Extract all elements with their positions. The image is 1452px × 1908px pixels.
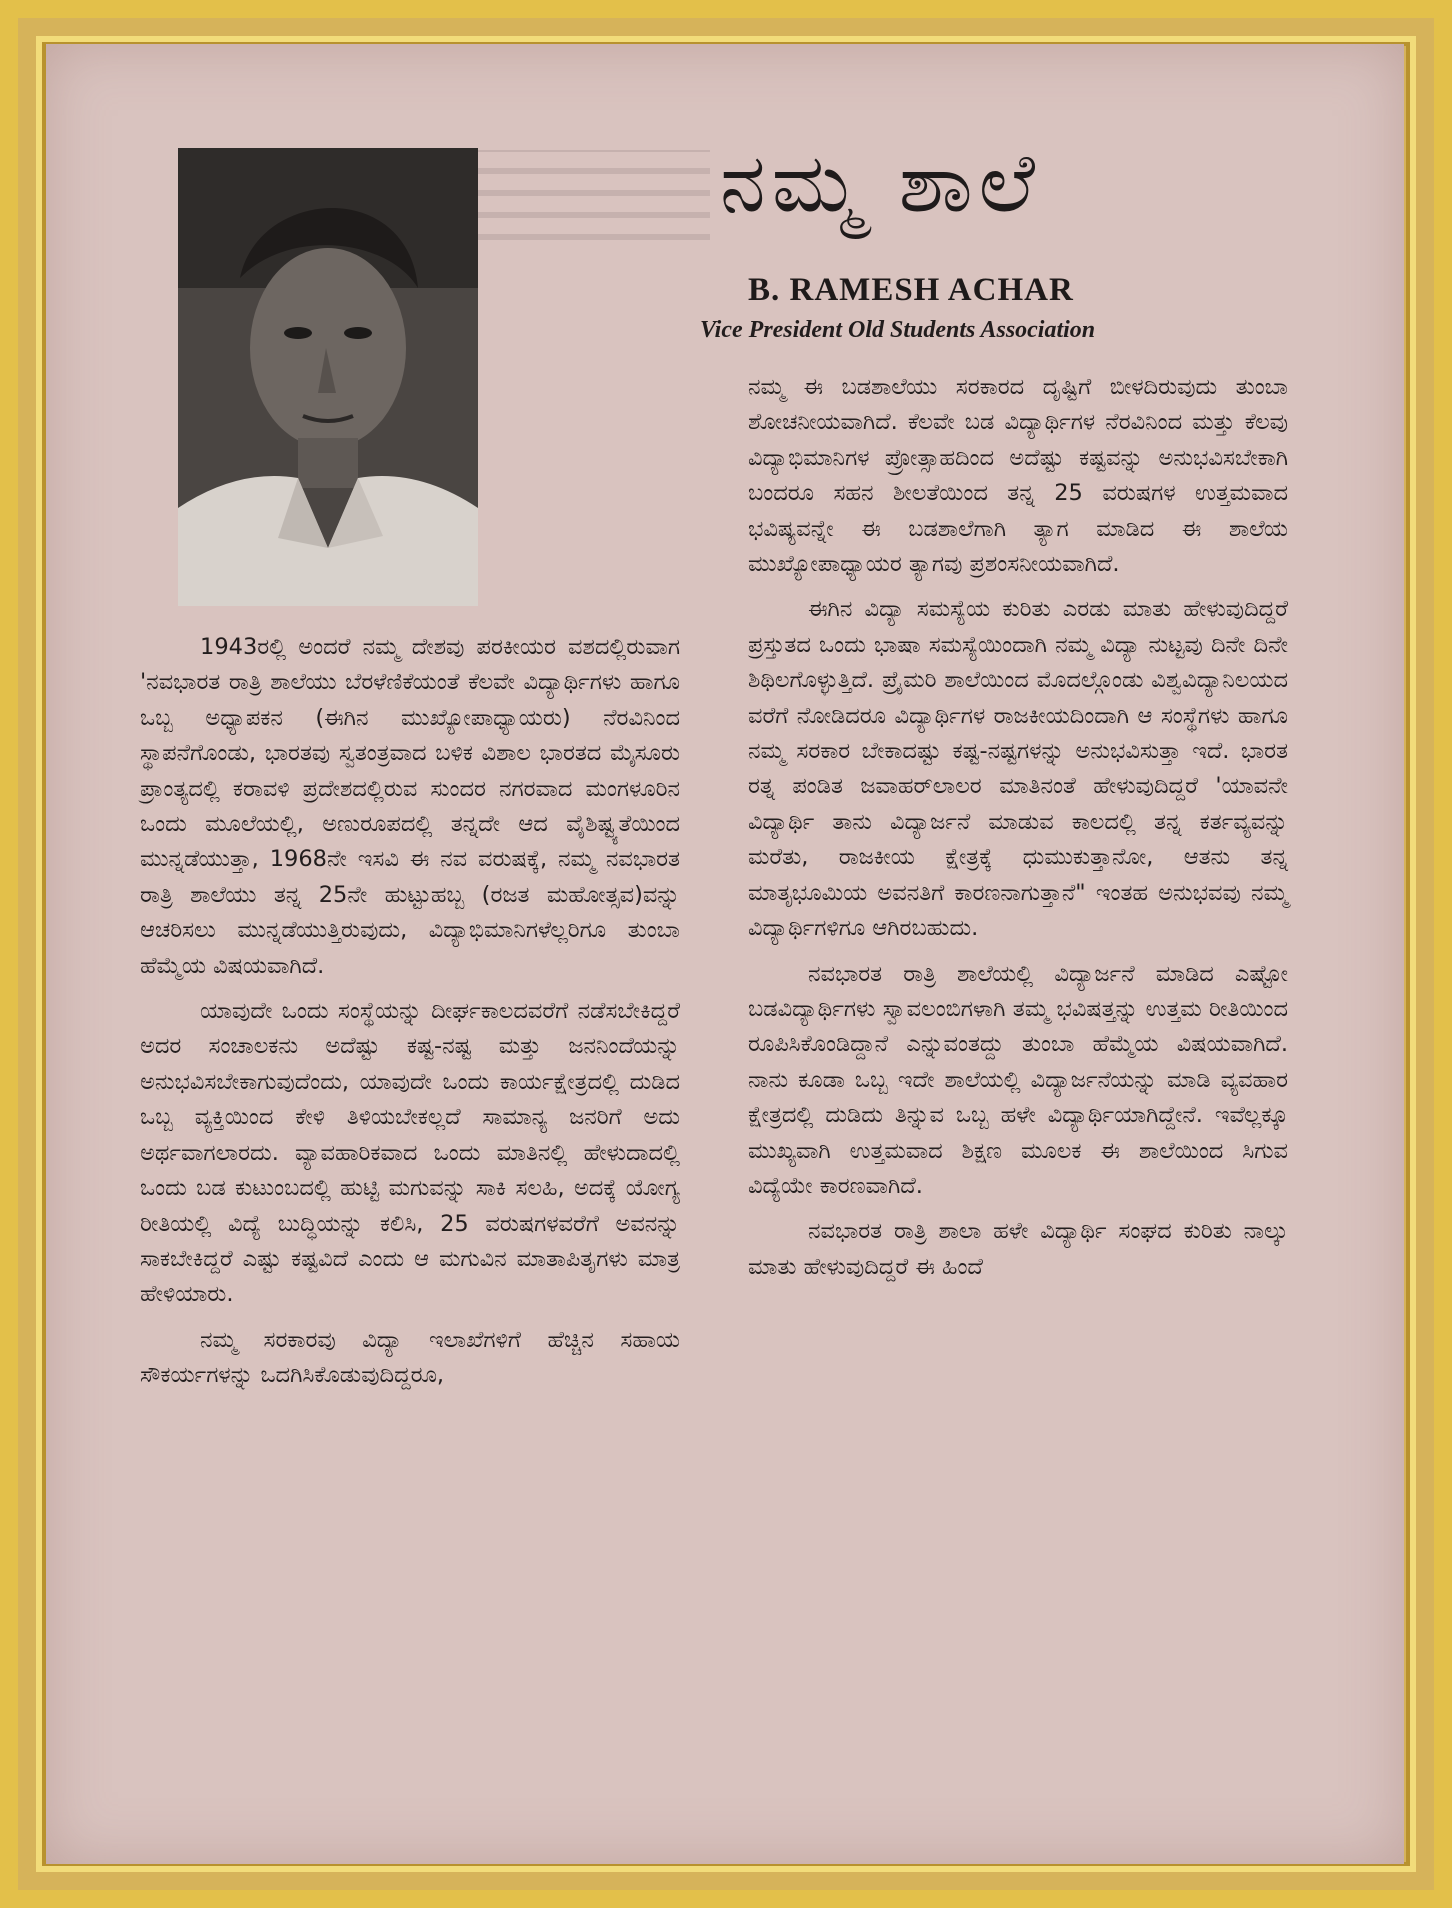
right-paragraph-3: ನವಭಾರತ ರಾತ್ರಿ ಶಾಲೆಯಲ್ಲಿ ವಿದ್ಯಾರ್ಜನೆ ಮಾಡಿದ ಎಷ್ಟೋ ಬಡವಿದ್ಯಾರ್ಥಿಗಳು ಸ್ವಾವಲಂಬಿಗಳಾಗಿ ತಮ್ಮ ಭವಿಷತ್ತನ್ನು ಉತ್ತಮ ರೀತಿಯಿಂದ ರೂಪಿಸಿಕೊಂಡಿದ್ದಾನೆ ಎನ್ನುವಂತದ್ದು ತುಂಬಾ ಹೆಮ್ಮೆಯ ವಿಷಯವಾಗಿದೆ. ನಾನು ಕೂಡಾ ಒಬ್ಬ ಇದೇ ಶಾಲೆಯಲ್ಲಿ ವಿದ್ಯಾರ್ಜನೆಯನ್ನು ಮಾಡಿ ವ್ಯವಹಾರ ಕ್ಷೇತ್ರದಲ್ಲಿ ದುಡಿದು ತಿನ್ನುವ ಒಬ್ಬ ಹಳೇ ವಿದ್ಯಾರ್ಥಿಯಾಗಿದ್ದೇನೆ. ಇವೆಲ್ಲಕ್ಕೂ ಮುಖ್ಯವಾಗಿ ಉತ್ತಮವಾದ ಶಿಕ್ಷಣ ಮೂಲಕ ಈ ಶಾಲೆಯಿಂದ ಸಿಗುವ ವಿದ್ಯೆಯೇ ಕಾರಣವಾಗಿದೆ.	[748, 960, 1288, 1199]
left-text-column	[140, 630, 680, 1404]
bleed-through-text	[470, 150, 710, 240]
left-paragraph-1: 1943ರಲ್ಲಿ ಅಂದರೆ ನಮ್ಮ ದೇಶವು ಪರಕೀಯರ ವಶದಲ್ಲಿರುವಾಗ 'ನವಭಾರತ ರಾತ್ರಿ ಶಾಲೆಯು ಬೆರಳೆಣಿಕೆಯಂತೆ ಕೆಲವೇ ವಿದ್ಯಾರ್ಥಿಗಳು ಹಾಗೂ ಒಬ್ಬ ಅಧ್ಯಾಪಕನ (ಈಗಿನ ಮುಖ್ಯೋಪಾಧ್ಯಾಯರು) ನೆರವಿನಿಂದ ಸ್ಥಾಪನೆಗೊಂಡು, ಭಾರತವು ಸ್ವತಂತ್ರವಾದ ಬಳಿಕ ವಿಶಾಲ ಭಾರತದ ಮೈಸೂರು ಪ್ರಾಂತ್ಯದಲ್ಲಿ ಕರಾವಳಿ ಪ್ರದೇಶದಲ್ಲಿರುವ ಸುಂದರ ನಗರವಾದ ಮಂಗಳೂರಿನ ಒಂದು ಮೂಲೆಯಲ್ಲಿ, ಅಣುರೂಪದಲ್ಲಿ ತನ್ನದೇ ಆದ ವೈಶಿಷ್ಟ್ಯತೆಯಿಂದ ಮುನ್ನಡೆಯುತ್ತಾ, 1968ನೇ ಇಸವಿ ಈ ನವ ವರುಷಕ್ಕೆ, ನಮ್ಮ ನವಭಾರತ ರಾತ್ರಿ ಶಾಲೆಯು ತನ್ನ 25ನೇ ಹುಟ್ಟುಹಬ್ಬ (ರಜತ ಮಹೋತ್ಸವ)ವನ್ನು ಆಚರಿಸಲು ಮುನ್ನಡೆಯುತ್ತಿರುವುದು, ವಿದ್ಯಾಭಿಮಾನಿಗಳೆಲ್ಲರಿಗೂ ತುಂಬಾ ಹೆಮ್ಮೆಯ ವಿಷಯವಾಗಿದೆ.	[140, 634, 680, 979]
right-paragraph-1: ನಮ್ಮ ಈ ಬಡಶಾಲೆಯು ಸರಕಾರದ ದೃಷ್ಟಿಗೆ ಬೀಳದಿರುವುದು ತುಂಬಾ ಶೋಚನೀಯವಾಗಿದೆ. ಕೆಲವೇ ಬಡ ವಿದ್ಯಾರ್ಥಿಗಳ ನೆರವಿನಿಂದ ಮತ್ತು ಕೆಲವು ವಿದ್ಯಾಭಿಮಾನಿಗಳ ಪ್ರೋತ್ಸಾಹದಿಂದ ಅದೆಷ್ಟು ಕಷ್ಟವನ್ನು ಅನುಭವಿಸಬೇಕಾಗಿ ಬಂದರೂ ಸಹನ ಶೀಲತೆಯಿಂದ ತನ್ನ 25 ವರುಷಗಳ ಉತ್ತಮವಾದ ಭವಿಷ್ಯವನ್ನೇ ಈ ಬಡಶಾಲೆಗಾಗಿ ತ್ಯಾಗ ಮಾಡಿದ ಈ ಶಾಲೆಯ ಮುಖ್ಯೋಪಾಧ್ಯಾಯರ ತ್ಯಾಗವು ಪ್ರಶಂಸನೀಯವಾಗಿದೆ.	[748, 374, 1288, 578]
right-paragraph-2: ಈಗಿನ ವಿದ್ಯಾ ಸಮಸ್ಯೆಯ ಕುರಿತು ಎರಡು ಮಾತು ಹೇಳುವುದಿದ್ದರೆ ಪ್ರಸ್ತುತದ ಒಂದು ಭಾಷಾ ಸಮಸ್ಯೆಯಿಂದಾಗಿ ನಮ್ಮ ವಿದ್ಯಾ ನುಟ್ಟವು ದಿನೇ ದಿನೇ ಶಿಥಿಲಗೊಳ್ಳುತ್ತಿದೆ. ಪ್ರೈಮರಿ ಶಾಲೆಯಿಂದ ಮೊದಲ್ಗೊಂಡು ವಿಶ್ವವಿದ್ಯಾನಿಲಯದ ವರೆಗೆ ನೋಡಿದರೂ ವಿದ್ಯಾರ್ಥಿಗಳ ರಾಜಕೀಯದಿಂದಾಗಿ ಆ ಸಂಸ್ಥೆಗಳು ಹಾಗೂ ನಮ್ಮ ಸರಕಾರ ಬೇಕಾದಷ್ಟು ಕಷ್ಟ-ನಷ್ಟಗಳನ್ನು ಅನುಭವಿಸುತ್ತಾ ಇದೆ. ಭಾರತ ರತ್ನ ಪಂಡಿತ ಜವಾಹರ್‌ಲಾಲರ ಮಾತಿನಂತೆ ಹೇಳುವುದಿದ್ದರೆ 'ಯಾವನೇ ವಿದ್ಯಾರ್ಥಿ ತಾನು ವಿದ್ಯಾರ್ಜನೆ ಮಾಡುವ ಕಾಲದಲ್ಲಿ ತನ್ನ ಕರ್ತವ್ಯವನ್ನು ಮರೆತು, ರಾಜಕೀಯ ಕ್ಷೇತ್ರಕ್ಕೆ ಧುಮುಕುತ್ತಾನೋ, ಆತನು ತನ್ನ ಮಾತೃಭೂಮಿಯ ಅವನತಿಗೆ ಕಾರಣನಾಗುತ್ತಾನೆ" ಇಂತಹ ಅನುಭವವು ನಮ್ಮ ವಿದ್ಯಾರ್ಥಿಗಳಿಗೂ ಆಗಿರಬಹುದು.	[748, 596, 1288, 942]
author-role: Vice President Old Students Association	[700, 317, 1096, 343]
left-paragraph-2: ಯಾವುದೇ ಒಂದು ಸಂಸ್ಥೆಯನ್ನು ದೀರ್ಘಕಾಲದವರೆಗೆ ನಡೆಸಬೇಕಿದ್ದರೆ ಅದರ ಸಂಚಾಲಕನು ಅದೆಷ್ಟು ಕಷ್ಟ-ನಷ್ಟ ಮತ್ತು ಜನನಿಂದೆಯನ್ನು ಅನುಭವಿಸಬೇಕಾಗುವುದೆಂದು, ಯಾವುದೇ ಒಂದು ಕಾರ್ಯಕ್ಷೇತ್ರದಲ್ಲಿ ದುಡಿದ ಒಬ್ಬ ವ್ಯಕ್ತಿಯಿಂದ ಕೇಳಿ ತಿಳಿಯಬೇಕಲ್ಲದೆ ಸಾಮಾನ್ಯ ಜನರಿಗೆ ಅದು ಅರ್ಥವಾಗಲಾರದು. ವ್ಯಾವಹಾರಿಕವಾದ ಒಂದು ಮಾತಿನಲ್ಲಿ ಹೇಳುದಾದಲ್ಲಿ ಒಂದು ಬಡ ಕುಟುಂಬದಲ್ಲಿ ಹುಟ್ಟಿ ಮಗುವನ್ನು ಸಾಕಿ ಸಲಹಿ, ಅದಕ್ಕೆ ಯೋಗ್ಯ ರೀತಿಯಲ್ಲಿ ವಿದ್ಯೆ ಬುದ್ಧಿಯನ್ನು ಕಲಿಸಿ, 25 ವರುಷಗಳವರೆಗೆ ಅವನನ್ನು ಸಾಕಬೇಕಿದ್ದರೆ ಎಷ್ಟು ಕಷ್ಟವಿದೆ ಎಂದು ಆ ಮಗುವಿನ ಮಾತಾಪಿತೃಗಳು ಮಾತ್ರ ಹೇಳಿಯಾರು.	[140, 998, 680, 1308]
left-paragraph-3: ನಮ್ಮ ಸರಕಾರವು ವಿದ್ಯಾ ಇಲಾಖೆಗಳಿಗೆ ಹೆಚ್ಚಿನ ಸಹಾಯ ಸೌಕರ್ಯಗಳನ್ನು ಒದಗಿಸಿಕೊಡುವುದಿದ್ದರೂ,	[140, 1326, 680, 1389]
article-title: ನಮ್ಮ ಶಾಲೆ	[720, 136, 1042, 231]
author-name: B. RAMESH ACHAR	[748, 272, 1074, 308]
right-text-column	[748, 370, 1288, 1295]
right-paragraph-4: ನವಭಾರತ ರಾತ್ರಿ ಶಾಲಾ ಹಳೇ ವಿದ್ಯಾರ್ಥಿ ಸಂಘದ ಕುರಿತು ನಾಲ್ಕು ಮಾತು ಹೇಳುವುದಿದ್ದರೆ ಈ ಹಿಂದೆ	[748, 1218, 1288, 1280]
author-portrait-photo	[178, 148, 478, 606]
